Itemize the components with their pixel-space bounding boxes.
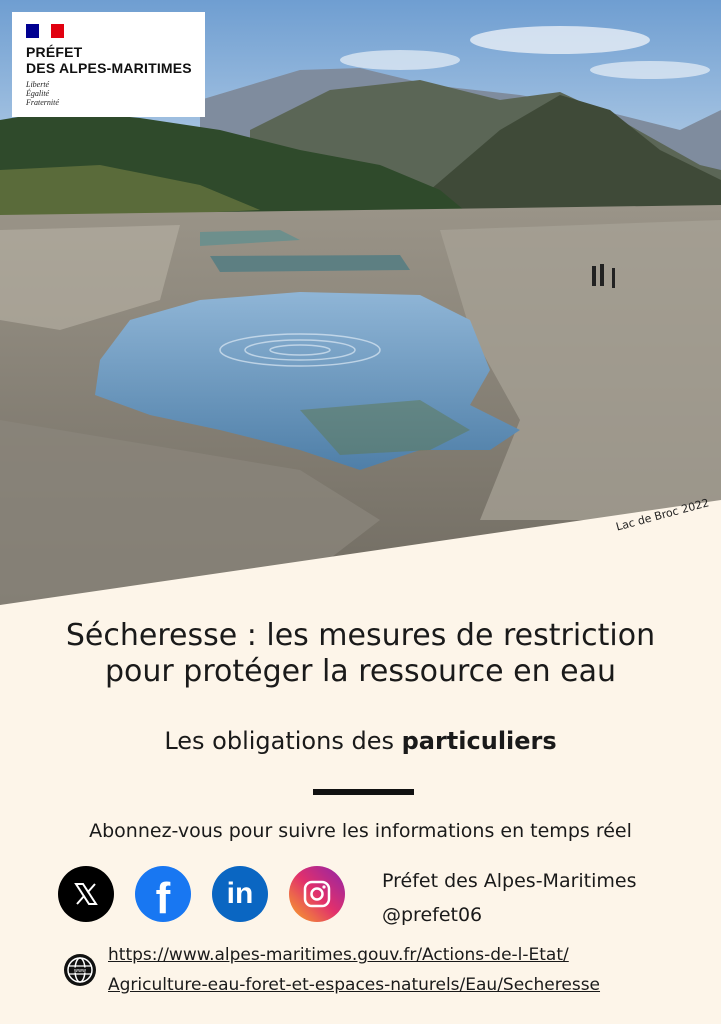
subtitle	[0, 726, 721, 756]
instagram-icon[interactable]	[289, 866, 345, 922]
logo-motto	[26, 80, 193, 107]
social-account	[382, 864, 637, 932]
photo-caption: Lac de Broc 2022	[614, 496, 711, 534]
website-link-line2[interactable]: Agriculture-eau-foret-et-espaces-naturels/Eau/Secheresse	[108, 975, 601, 995]
website-link[interactable]	[108, 940, 600, 1000]
page-title	[0, 618, 721, 690]
logo-title-line1: PRÉFET	[26, 44, 83, 60]
linkedin-icon[interactable]: in	[212, 866, 268, 922]
french-flag-icon	[26, 24, 64, 38]
account-handle[interactable]: @prefet06	[382, 904, 483, 926]
globe-icon	[62, 952, 98, 992]
divider	[313, 789, 414, 795]
facebook-icon[interactable]: f	[135, 866, 191, 922]
account-name: Préfet des Alpes-Maritimes	[382, 870, 637, 892]
motto-egalite: Égalité	[26, 89, 50, 98]
page-title-line1: Sécheresse : les mesures de restriction	[65, 618, 656, 653]
subtitle-emphasis: particuliers	[401, 727, 557, 755]
motto-liberte: Liberté	[26, 80, 50, 89]
logo-title-line2: DES ALPES-MARITIMES	[26, 60, 192, 76]
subscribe-text: Abonnez-vous pour suivre les informations en temps réel	[89, 820, 632, 842]
page-title-line2: pour protéger la ressource en eau	[105, 654, 616, 689]
motto-fraternite: Fraternité	[26, 98, 59, 107]
social-icons	[58, 866, 345, 922]
prefecture-logo	[12, 12, 205, 117]
website-link-line1[interactable]: https://www.alpes-maritimes.gouv.fr/Actions-de-l-Etat/	[108, 945, 569, 965]
x-icon[interactable]	[58, 866, 114, 922]
subtitle-prefix: Les obligations des	[164, 727, 402, 755]
svg-text:www: www	[73, 968, 87, 974]
